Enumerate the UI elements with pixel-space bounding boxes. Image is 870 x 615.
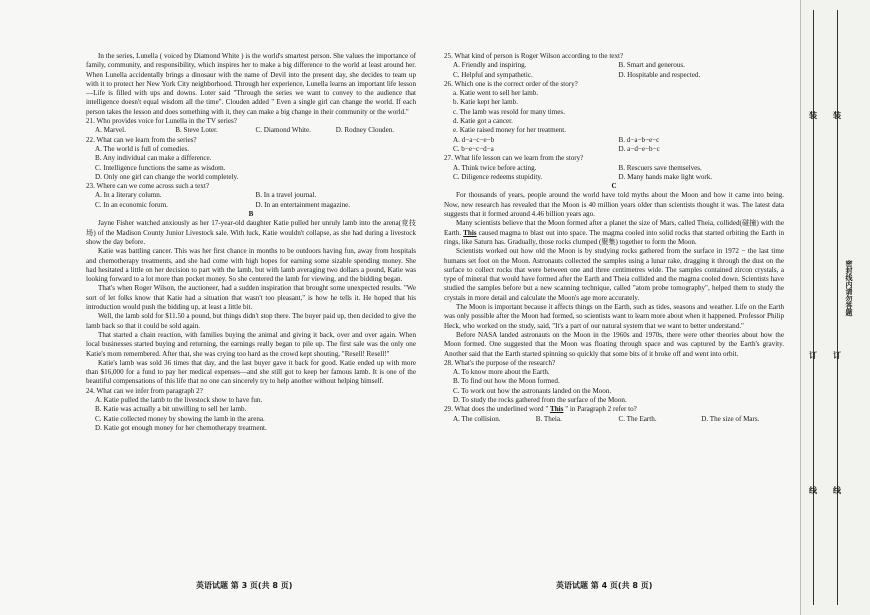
binding-mark: 装 (833, 111, 841, 120)
passage-c-paragraph: Before NASA landed astronauts on the Moon in the 1960s and 1970s, there were other theories about how the Moon formed. One suggested that the Moon was floating through space and was captured by the Earth's gravity. Another said that the Earth started spinning so quickly that some bits of it broke off and went into orbit. (444, 330, 784, 358)
text-run: Many scientists believe that the Moon formed after a planet the size of Mars, called Theia, collided(碰撞) with the Earth. (444, 219, 784, 237)
question-25: 25. What kind of person is Roger Wilson according to the text? (444, 52, 624, 60)
question-27: 27. What life lesson can we learn from the story? (444, 154, 584, 163)
question-28: 28. What's the purpose of the research? (444, 358, 556, 367)
story-event: c. The lamb was resold for many times. (453, 107, 565, 116)
option[interactable]: A. d−a−c−e−b (453, 135, 495, 144)
question-27-options-row2 (453, 173, 784, 182)
option[interactable]: B. Any individual can make a difference. (95, 154, 212, 163)
passage-b-paragraph: Jayne Fisher watched anxiously as her 17-year-old daughter Katie pulled her unruly lamb into the arena(竞技场) of the Madison County Junior Livestock sale. With luck, Katie wouldn't collapse, as she had during a livestock show the day before. (86, 219, 416, 246)
story-event: d. Katie got a cancer. (453, 117, 513, 126)
text-run: " in Paragraph 2 refer to? (563, 405, 637, 414)
option[interactable]: B. Theia. (535, 414, 562, 423)
option[interactable]: D. Rodney Clouden. (335, 126, 395, 135)
binding-line (837, 10, 838, 605)
passage-b-paragraph: Katie was battling cancer. This was her first chance in months to be outdoors having fun, away from hospitals and chemotherapy treatments, and she had come with high hopes for earning some sizable spending money. She had hesitated a little on her decision to part with the lamb, but with lamb averaging two dollars a pound, Katie was looking forward to a lot more than pocket money. So she centered the lamb for viewing, and the bidding began. (86, 247, 416, 284)
binding-mark: 装 (809, 111, 817, 120)
option[interactable]: C. The Earth. (618, 414, 657, 423)
right-column (444, 52, 784, 424)
question-21: 21. Who provides voice for Lunella in the TV series? (86, 117, 237, 126)
option[interactable]: C. To work out how the astronauts landed on the Moon. (453, 386, 612, 395)
question-23-options-row1 (95, 191, 416, 200)
underlined-word: This (550, 405, 564, 414)
option[interactable]: D. Katie got enough money for her chemotherapy treatment. (95, 423, 267, 432)
option[interactable]: B. Steve Loter. (175, 126, 218, 135)
option[interactable]: B. To find out how the Moon formed. (453, 377, 560, 386)
option[interactable]: A. To know more about the Earth. (453, 368, 550, 377)
binding-mark: 订 (809, 351, 817, 360)
question-25-options-row2 (453, 71, 784, 80)
story-event: e. Katie raised money for her treatment. (453, 126, 567, 135)
option[interactable]: A. The collision. (453, 414, 501, 423)
question-29 (444, 405, 784, 414)
seal-line-notice: 密封线内请勿答题 (845, 260, 853, 316)
option[interactable]: D. Hospitable and respected. (618, 70, 701, 79)
question-26-options-row2 (453, 145, 784, 154)
story-event: a. Katie went to sell her lamb. (453, 89, 539, 98)
option[interactable]: A. In a literary column. (95, 191, 162, 200)
left-column (86, 52, 416, 433)
binding-margin (800, 0, 870, 615)
text-run: 29. What does the underlined word " (444, 405, 550, 414)
option[interactable]: C. Diamond White. (255, 126, 311, 135)
option[interactable]: D. To study the rocks gathered from the surface of the Moon. (453, 395, 627, 404)
passage-c-paragraph: The Moon is important because it affects things on the Earth, such as tides, seasons and weather. Life on the Earth was only possible after the Moon had formed, so scientists want to learn more about when it happened. Professor Philip Heck, who worked on the study, said, "It's a part of our natural system that we want to better understand." (444, 303, 784, 330)
binding-mark: 线 (833, 486, 841, 495)
underlined-word: This (463, 228, 477, 237)
question-25-options-row1 (453, 61, 784, 70)
option[interactable]: C. b−e−c−d−a (453, 144, 494, 153)
question-22: 22. What can we learn from the series? (86, 135, 197, 144)
page-footer-right: 英语试题 第 4 页(共 8 页) (556, 581, 653, 590)
question-26: 26. Which one is the correct order of the story? (444, 79, 578, 88)
option[interactable]: A. Friendly and inspiring. (453, 61, 527, 70)
option[interactable]: A. Katie pulled the lamb to the livestock show to have fun. (95, 395, 263, 404)
option[interactable]: B. d−a−b−e−c (618, 135, 660, 144)
section-heading-b: B (248, 210, 254, 219)
option[interactable]: D. a−d−e−b−c (618, 144, 660, 153)
story-event: b. Katie kept her lamb. (453, 98, 519, 107)
option[interactable]: C. Intelligence functions the same as wisdom. (95, 163, 226, 172)
question-24: 24. What can we infer from paragraph 2? (86, 386, 203, 395)
option[interactable]: A. Think twice before acting. (453, 163, 537, 172)
option[interactable]: D. The size of Mars. (701, 414, 760, 423)
option[interactable]: A. The world is full of comedies. (95, 144, 190, 153)
question-23: 23. Where can we come across such a text? (86, 182, 209, 191)
option[interactable]: D. In an entertainment magazine. (255, 200, 351, 209)
question-27-options-row1 (453, 164, 784, 173)
option[interactable]: D. Only one girl can change the world completely. (95, 172, 239, 181)
question-21-options (95, 126, 416, 135)
option[interactable]: B. Rescuers save themselves. (618, 163, 702, 172)
passage-b-paragraph: Katie's lamb was sold 36 times that day, and the last buyer gave it back for good. Katie ended up with more than $16,000 for a fund to pay her medical expenses—and she still got to keep her famous lamb. It is one of the beautiful compensations of this life that no one can sincerely try to help another without helping himself. (86, 358, 416, 386)
question-23-options-row2 (95, 201, 416, 210)
binding-line (813, 10, 814, 605)
option[interactable]: C. Katie collected money by showing the lamb in the arena. (95, 414, 265, 423)
passage-b-paragraph: Well, the lamb sold for $11.50 a pound, but things didn't stop there. The buyer paid up, then decided to give the lamb back so that it could be sold again. (86, 312, 416, 330)
option[interactable]: B. In a travel journal. (255, 191, 317, 200)
passage-c-paragraph: Scientists worked out how old the Moon is by studying rocks gathered from the surface in 1972 − the last time humans set foot on the Moon. Astronauts collected the samples using a lunar rake, dragging it through the dust on the surface to collect rocks that were between one and three centimetres wide. The samples contained zircon crystals, a type of mineral that would have formed after the Earth and Theia collided and the magma cooled down. Scientists have studied the samples before but a new scanning technique, called "atom probe tomography", helped them to study the crystals in more detail and calculate the Moon's age more accurately. (444, 247, 784, 302)
passage-b-paragraph: That's when Roger Wilson, the auctioneer, had a sudden inspiration that brought some unexpected results. "We sort of let folks know that Katie had a situation that wasn't too pleasant," is how he tells it. He hoped that his introduction would push the bidding up, at least a little bit. (86, 284, 416, 312)
passage-c-paragraph: For thousands of years, people around the world have told myths about the Moon and how it came into being. Now, new research has revealed that the Moon is 40 million years older than scientists thought it was. The latest data suggests that it formed around 4.46 billion years ago. (444, 191, 784, 219)
option[interactable]: A. Marvel. (95, 126, 126, 135)
option[interactable]: C. Diligence redeems stupidity. (453, 172, 543, 181)
section-heading-c: C (611, 182, 617, 191)
option[interactable]: B. Katie was actually a bit unwilling to sell her lamb. (95, 405, 247, 414)
binding-mark: 线 (809, 486, 817, 495)
option[interactable]: C. In an economic forum. (95, 200, 168, 209)
page-footer-left: 英语试题 第 3 页(共 8 页) (196, 581, 293, 590)
question-26-options-row1 (453, 136, 784, 145)
option[interactable]: D. Many hands make light work. (618, 172, 713, 181)
text-run: caused magma to blast out into space. The magma cooled into solid rocks that started orbiting the Earth in rings, like Saturn has. Gradually, those rocks clumped (聚集) together to form the Moon. (444, 228, 784, 246)
option[interactable]: B. Smart and generous. (618, 61, 685, 70)
passage-c-paragraph (444, 219, 784, 247)
passage-b-paragraph: That started a chain reaction, with families buying the animal and giving it back, over and over again. When local businesses started buying and returning, the earnings really began to pile up. The first sale was the only one Katie's mom remembered. After that, she was crying too hard as the crowd kept shouting, "Resell! Resell!" (86, 330, 416, 358)
question-29-options (453, 415, 784, 424)
passage-a-paragraph: In the series, Lunella ( voiced by Diamond White ) is the world's smartest person. She values the importance of family, community, and responsibility, which inspires her to make a big difference to the world at least around her. When Lunella accidentally brings a dinosaur with the name of Devil into the present day, she decides to team up with it to protect her New York City neighborhood. Through her experience, Lunella learns an important life lesson—Life is filled with ups and downs. Loter said "Through the series we want to convey to the audience that intelligence doesn't equal wisdom all the time". Clouden added " Even a single girl can change the world. If each person takes the lesson and does something with it, they can make a big change in their community or the world." (86, 52, 416, 116)
option[interactable]: C. Helpful and sympathetic. (453, 70, 533, 79)
binding-mark: 订 (833, 351, 841, 360)
